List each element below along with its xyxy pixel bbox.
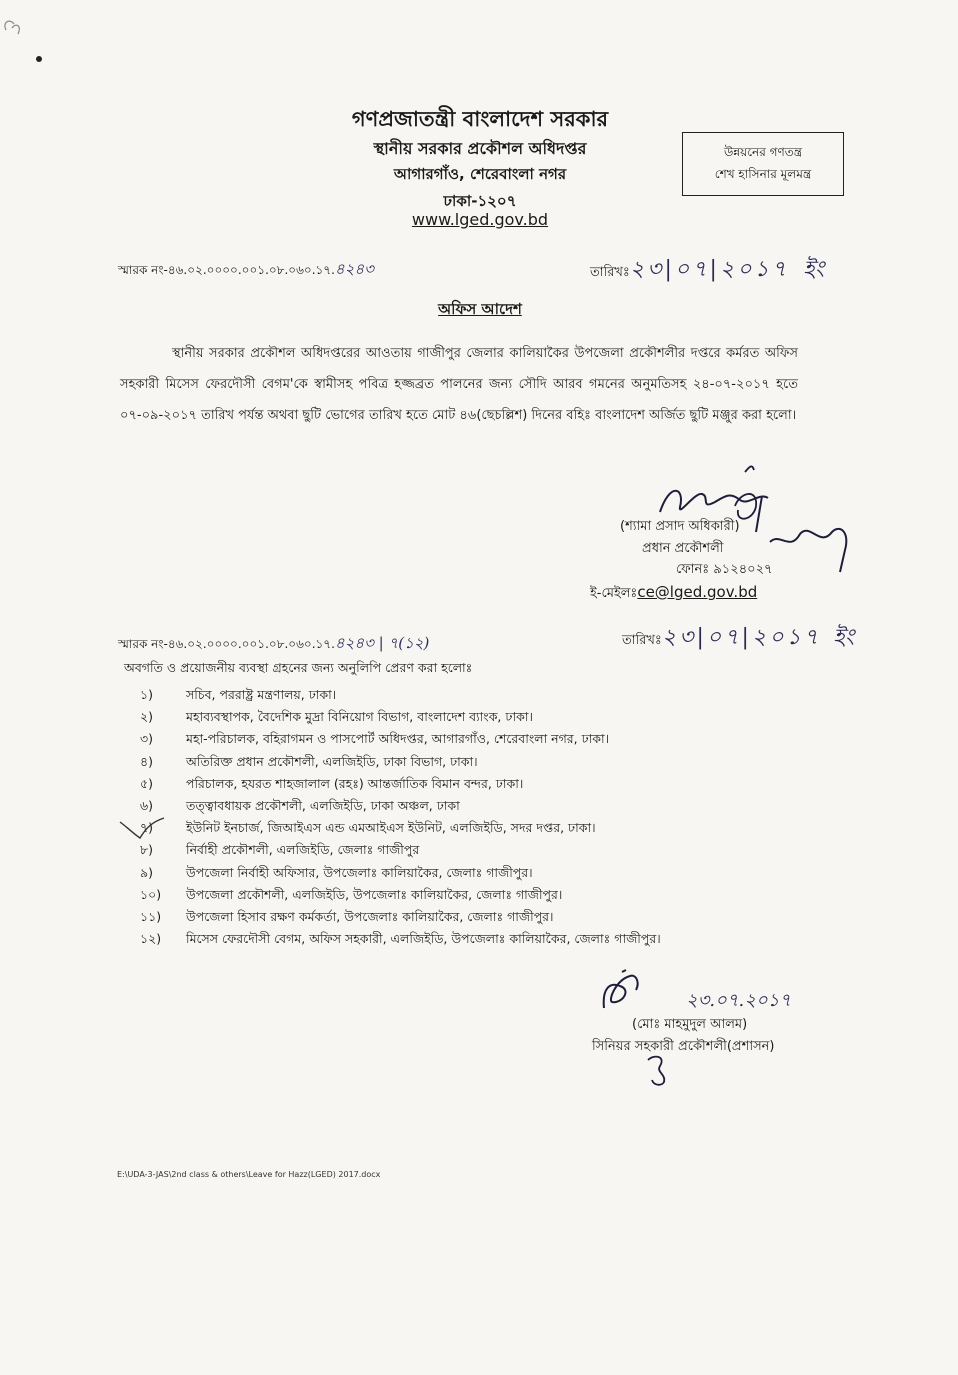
office-city: ঢাকা-১২০৭ [443, 192, 517, 210]
department-name: স্থানীয় সরকার প্রকৌশল অধিদপ্তর [373, 139, 587, 158]
list-item: ৭) ইউনিট ইনচার্জ, জিআইএস এন্ড এমআইএস ইউনিট, এলজিইডি, সদর দপ্তর, ঢাকা। [140, 820, 596, 836]
slogan-line-2: শেখ হাসিনার মূলমন্ত্র [714, 167, 812, 181]
list-item: ৮) নির্বাহী প্রকৌশলী, এলজিইডি, জেলাঃ গাজীপুর [140, 842, 420, 858]
memo-number-handwritten: ৪২৪৩ | ৭(১২) [334, 634, 430, 652]
footer-file-path: E:\UDA-3-JAS\2nd class & others\Leave for Hazz(LGED) 2017.docx [117, 1170, 381, 1179]
list-item: ৯) উপজেলা নির্বাহী অফিসার, উপজেলাঃ কালিয়াকৈর, জেলাঃ গাজীপুর। [140, 864, 533, 880]
memo-number-2 [118, 632, 429, 657]
list-item: ১১) উপজেলা হিসাব রক্ষণ কর্মকর্তা, উপজেলাঃ কালিয়াকৈর, জেলাঃ গাজীপুর। [140, 908, 554, 924]
memo-number-text: স্মারক নং-৪৬.০২.০০০০.০০১.০৮.০৬০.১৭. [118, 637, 335, 651]
memo-number-text: স্মারক নং-৪৬.০২.০০০০.০০১.০৮.০৬০.১৭. [118, 263, 335, 277]
list-item: ১) সচিব, পররাষ্ট্র মন্ত্রণালয়, ঢাকা। [140, 687, 337, 702]
memo-date-2 [622, 620, 854, 657]
list-item: ৩) মহা-পরিচালক, বহিরাগমন ও পাসপোর্ট অধিদপ্তর, আগারগাঁও, শেরেবাংলা নগর, ঢাকা। [140, 731, 610, 747]
date-label: তারিখঃ [622, 633, 662, 648]
date-suffix: ইং [833, 625, 855, 650]
slogan-box [682, 132, 844, 196]
sender-handwritten-date: ২৩.০৭.২০১৭ [686, 990, 792, 1011]
memo-date-1 [590, 252, 824, 289]
date-suffix: ইং [803, 257, 825, 282]
list-item: ২) মহাব্যবস্থাপক, বৈদেশিক মুদ্রা বিনিয়োগ বিভাগ, বাংলাদেশ ব্যাংক, ঢাকা। [140, 709, 533, 725]
office-address: আগারগাঁও, শেরেবাংলা নগর [393, 165, 567, 183]
date-handwritten: ২৩|০৭|২০১৭ [629, 257, 790, 282]
signatory-designation: প্রধান প্রকৌশলী [642, 541, 724, 556]
slogan-line-1: উন্নয়নের গণতন্ত্র [723, 145, 803, 159]
date-handwritten: ২৩|০৭|২০১৭ [661, 625, 822, 650]
website-link[interactable]: www.lged.gov.bd [411, 210, 549, 229]
email-link[interactable]: ce@lged.gov.bd [637, 583, 758, 601]
list-item: ৪) অতিরিক্ত প্রধান প্রকৌশলী, এলজিইডি, ঢাকা বিভাগ, ঢাকা। [140, 753, 478, 769]
date-label: তারিখঃ [590, 265, 630, 280]
sender-designation: সিনিয়র সহকারী প্রকৌশলী(প্রশাসন) [592, 1039, 775, 1054]
email-label: ই-মেইলঃ [590, 586, 638, 601]
corner-scribble [0, 0, 60, 70]
signature-sender [592, 968, 682, 1018]
signatory-phone: ফোনঃ ৯১২৪০২৭ [676, 562, 773, 577]
memo-number-1 [118, 258, 374, 283]
sender-name: (মোঃ মাহমুদুল আলম) [632, 1017, 748, 1032]
distribution-list [140, 684, 661, 950]
government-name: গণপ্রজাতন্ত্রী বাংলাদেশ সরকার [351, 107, 609, 131]
signatory-name: (শ্যামা প্রসাদ অধিকারী) [620, 519, 740, 534]
list-item: ৫) পরিচালক, হযরত শাহজালাল (রহঃ) আন্তর্জাতিক বিমান বন্দর, ঢাকা। [140, 775, 524, 791]
order-body: স্থানীয় সরকার প্রকৌশল অধিদপ্তরের আওতায় গাজীপুর জেলার কালিয়াকৈর উপজেলা প্রকৌশলীর দপ্তরে কর্মরত অফিস সহকারী মিসেস ফেরদৌসী বেগম'কে স্বামীসহ পবিত্র হজ্জব্রত পালনের জন্য সৌদি আরব গমনের অনুমতিসহ ২৪-০৭-২০১৭ হতে ০৭-০৯-২০১৭ তারিখ পর্যন্ত অথবা ছুটি ভোগের তারিখ হতে মোট ৪৬(ছেচল্লিশ) দিনের বহিঃ বাংলাদেশ অর্জিত ছুটি মঞ্জুর করা হলো। [120, 346, 798, 423]
list-item: ১২) মিসেস ফেরদৌসী বেগম, অফিস সহকারী, এলজিইডি, উপজেলাঃ কালিয়াকৈর, জেলাঃ গাজীপুর। [140, 931, 661, 947]
signatory-email-row [590, 582, 757, 604]
tick-mark [118, 814, 168, 844]
order-title: অফিস আদেশ [438, 300, 522, 318]
list-item: ৬) তত্ত্বাবধায়ক প্রকৌশলী, এলজিইডি, ঢাকা অঞ্চল, ঢাকা [140, 797, 460, 813]
list-item: ১০) উপজেলা প্রকৌশলী, এলজিইডি, উপজেলাঃ কালিয়াকৈর, জেলাঃ গাজীপুর। [140, 886, 563, 902]
initial-mark [640, 1052, 680, 1088]
memo-number-handwritten: ৪২৪৩ [334, 260, 374, 278]
distribution-intro: অবগতি ও প্রয়োজনীয় ব্যবস্থা গ্রহনের জন্য অনুলিপি প্রেরণ করা হলোঃ [124, 660, 473, 675]
